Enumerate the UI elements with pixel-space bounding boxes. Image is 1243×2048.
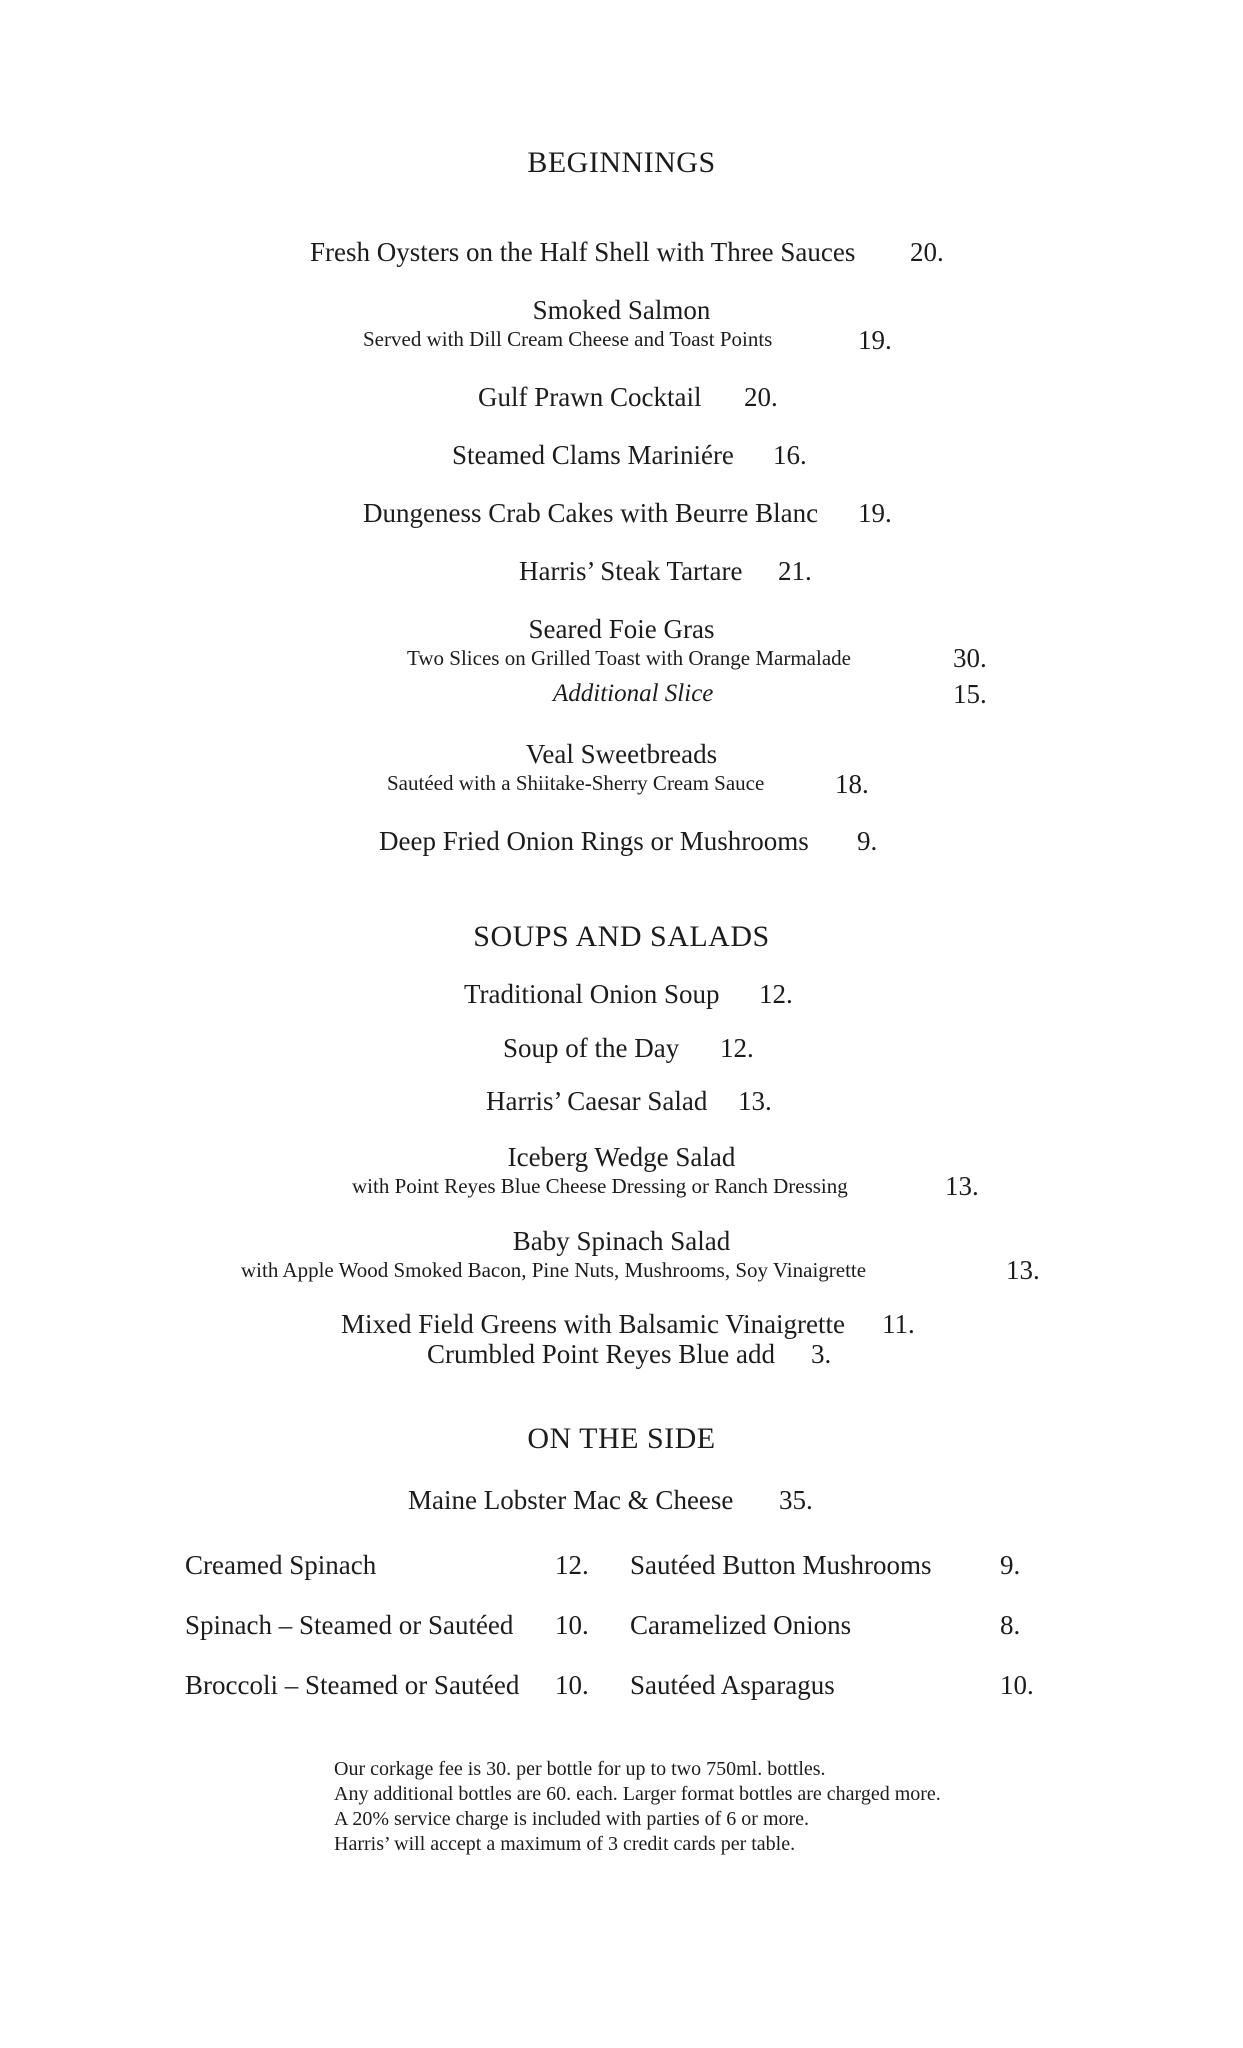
addon-price: 3. [811,1339,832,1369]
item-price: 20. [744,382,778,412]
item-description: Sautéed with a Shiitake-Sherry Cream Sauce [387,771,765,795]
additional-slice-price: 15. [953,679,987,709]
menu-item-crab-cakes: Dungeness Crab Cakes with Beurre Blanc [363,498,819,528]
item-price: 11. [882,1309,915,1339]
item-price: 12. [720,1033,754,1063]
item-price: 35. [779,1485,813,1515]
menu-item-iceberg-wedge: Iceberg Wedge Salad [507,1142,736,1172]
item-price: 21. [778,556,812,586]
menu-item-steak-tartare: Harris’ Steak Tartare [519,556,743,586]
item-price: 12. [759,979,793,1009]
menu-item-foie-gras: Seared Foie Gras [528,614,715,644]
side-item-caramelized-onions: Caramelized Onions [630,1610,852,1640]
menu-item-steamed-clams: Steamed Clams Mariniére [452,440,734,470]
footer-notes [334,1757,941,1857]
item-price: 13. [945,1171,979,1201]
menu-item-prawn-cocktail: Gulf Prawn Cocktail [478,382,702,412]
soups-salads-heading: SOUPS AND SALADS [473,920,770,953]
item-price: 19. [858,325,892,355]
menu-item-baby-spinach: Baby Spinach Salad [512,1226,731,1256]
side-item-asparagus: Sautéed Asparagus [630,1670,835,1700]
addon-blue-cheese: Crumbled Point Reyes Blue add [427,1339,775,1369]
note-additional-bottles: Any additional bottles are 60. each. Larger format bottles are charged more. [334,1783,941,1805]
item-price: 20. [910,237,944,267]
item-price: 18. [835,769,869,799]
item-description: Two Slices on Grilled Toast with Orange Marmalade [407,646,851,670]
item-price: 12. [555,1550,589,1580]
menu-item-oysters [310,239,855,266]
item-name: Fresh Oysters on the Half Shell with Three Sauces [310,237,856,267]
menu-item-lobster-mac: Maine Lobster Mac & Cheese [408,1485,734,1515]
menu-item-soup-of-the-day: Soup of the Day [503,1033,680,1063]
item-price: 16. [773,440,807,470]
item-price: 9. [1000,1550,1021,1580]
additional-slice-label: Additional Slice [553,680,714,707]
item-price: 13. [738,1086,772,1116]
item-price: 10. [555,1610,589,1640]
item-description: with Point Reyes Blue Cheese Dressing or Ranch Dressing [352,1174,848,1198]
item-price: 30. [953,643,987,673]
note-service-charge: A 20% service charge is included with parties of 6 or more. [334,1808,810,1830]
note-corkage: Our corkage fee is 30. per bottle for up to two 750ml. bottles. [334,1758,826,1780]
on-the-side-heading: ON THE SIDE [527,1422,716,1455]
item-price: 13. [1006,1255,1040,1285]
side-item-creamed-spinach: Creamed Spinach [185,1550,377,1580]
item-price: 10. [1000,1670,1034,1700]
side-item-spinach: Spinach – Steamed or Sautéed [185,1610,514,1640]
item-description: Served with Dill Cream Cheese and Toast Points [363,327,773,351]
beginnings-heading: BEGINNINGS [527,146,716,179]
item-price: 8. [1000,1610,1021,1640]
menu-item-onion-rings: Deep Fried Onion Rings or Mushrooms [379,826,809,856]
item-price: 10. [555,1670,589,1700]
item-price: 9. [857,826,878,856]
item-description: with Apple Wood Smoked Bacon, Pine Nuts, Mushrooms, Soy Vinaigrette [241,1258,867,1282]
menu-item-veal-sweetbreads: Veal Sweetbreads [525,739,718,769]
menu-item-mixed-greens: Mixed Field Greens with Balsamic Vinaigrette [341,1309,846,1339]
note-credit-cards: Harris’ will accept a maximum of 3 credit cards per table. [334,1833,796,1855]
side-item-broccoli: Broccoli – Steamed or Sautéed [185,1670,520,1700]
item-price: 19. [858,498,892,528]
menu-item-smoked-salmon: Smoked Salmon [532,295,711,325]
menu-item-caesar-salad: Harris’ Caesar Salad [486,1086,708,1116]
side-item-button-mushrooms: Sautéed Button Mushrooms [630,1550,932,1580]
menu-item-onion-soup: Traditional Onion Soup [464,979,720,1009]
